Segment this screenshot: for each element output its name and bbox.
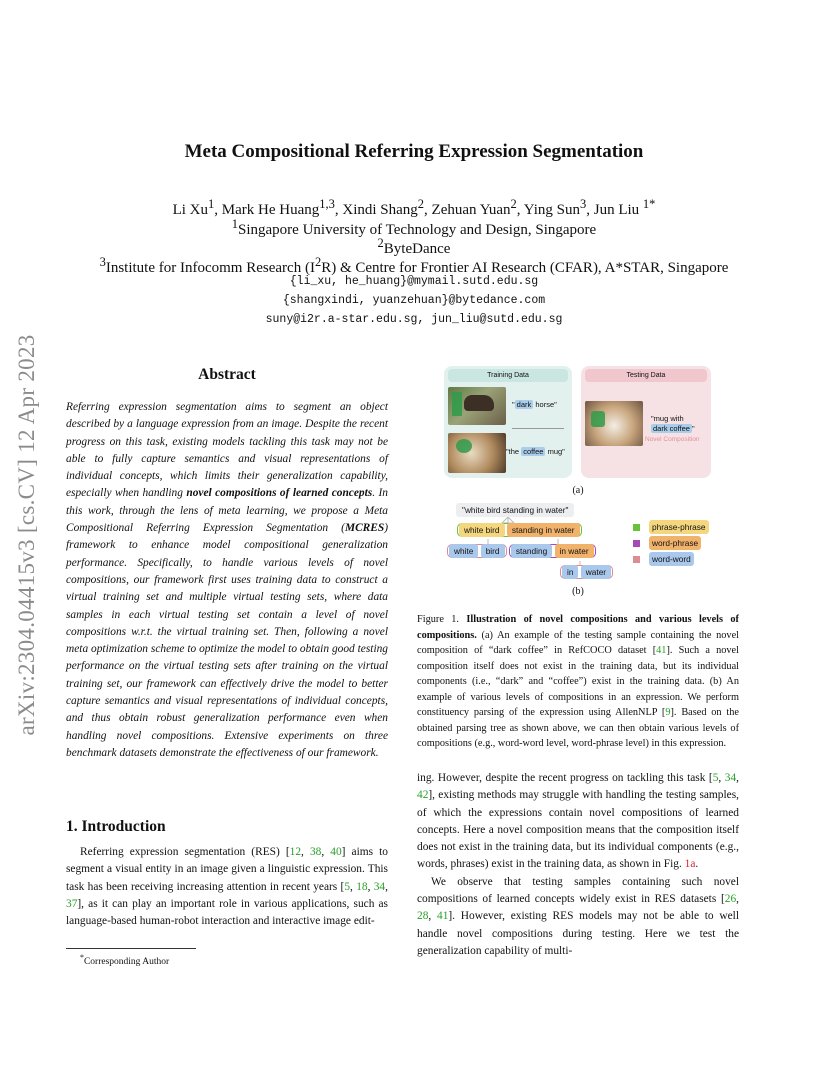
author-sup: 2 bbox=[510, 197, 517, 211]
author-sup: 1,3 bbox=[319, 197, 335, 211]
footnote-text: Corresponding Author bbox=[83, 957, 170, 968]
horse-shape bbox=[464, 395, 494, 411]
citation-link[interactable]: 41 bbox=[437, 910, 449, 923]
author-sup: 3 bbox=[580, 197, 587, 211]
horse-photo bbox=[448, 387, 506, 425]
legend-label: phrase-phrase bbox=[649, 520, 709, 534]
abstract-bold: novel compositions of learned concepts bbox=[186, 487, 373, 500]
word-phrase-group bbox=[509, 544, 596, 558]
citation-link[interactable]: 9 bbox=[665, 707, 671, 718]
legend-label: word-phrase bbox=[649, 536, 701, 550]
intro-text: Referring expression segmentation (RES) [ bbox=[80, 846, 290, 858]
citation-link[interactable]: 5 bbox=[344, 880, 351, 893]
affil-text: Singapore University of Technology and Design, Singapore bbox=[238, 222, 597, 238]
tree-level-word bbox=[447, 544, 596, 558]
abstract-bold: MCRES bbox=[344, 522, 385, 535]
abstract-text: . In this work, through the lens of meta learning, we propose a Meta Compositional Referring Expression Segmentation ( bbox=[66, 487, 388, 535]
node-in: in bbox=[562, 565, 578, 579]
intro-heading: 1. Introduction bbox=[66, 818, 166, 835]
footnote-mark: * bbox=[80, 953, 84, 962]
footnote-rule bbox=[66, 948, 196, 949]
citation-link[interactable]: 26 bbox=[724, 893, 737, 906]
author-name: Mark He Huang bbox=[221, 202, 320, 218]
author-sup: 1* bbox=[642, 197, 656, 211]
paper-title: Meta Compositional Referring Expression Segmentation bbox=[184, 141, 644, 162]
citation-link[interactable]: 18 bbox=[356, 880, 368, 893]
paragraph: ing. However, despite the recent progress on tackling this task [5, 34, 42], existing methods may struggle with handling the testing samples, of which the expressions contain novel compositions of learned concepts. Here a novel composition means that the composition itself does not exist in the training data, but its individual components (e.g., words, phrases) exist in the training data, as shown in Fig. 1a. bbox=[417, 772, 739, 871]
abstract-body bbox=[66, 399, 388, 762]
node-in-water: in water bbox=[555, 544, 594, 558]
tree-root: "white bird standing in water" bbox=[456, 503, 574, 517]
caption-text: ]. Such a novel composition itself does not exist in the training data, but its individual components (i.e., “dark” and “coffee”) exist in the training data. (b) An example of various levels of compositions in an expression. We perform constituency parsing of the expression using AllenNLP [ bbox=[417, 645, 739, 718]
legend-swatch bbox=[633, 556, 640, 563]
citation-link[interactable]: 5 bbox=[712, 772, 719, 784]
citation-link[interactable]: 28 bbox=[417, 910, 429, 923]
node-standing: standing bbox=[511, 544, 552, 558]
train-quote-2: "the coffee mug" bbox=[506, 447, 565, 456]
citation-link[interactable]: 38 bbox=[309, 846, 322, 858]
word-word-group bbox=[447, 544, 507, 558]
testing-data-panel bbox=[581, 366, 711, 478]
affil-text: Institute for Infocomm Research (I bbox=[105, 260, 315, 276]
figure-caption bbox=[417, 612, 739, 752]
affil-text: R) & Centre for Frontier AI Research (CFAR), A*STAR, Singapore bbox=[321, 260, 729, 276]
legend-label: word-word bbox=[649, 552, 694, 566]
divider bbox=[512, 428, 564, 429]
node-white: white bbox=[449, 544, 478, 558]
author-name: Xindi Shang bbox=[342, 202, 418, 218]
abstract-heading: Abstract bbox=[198, 366, 256, 383]
arxiv-stamp bbox=[12, 295, 42, 775]
highlight-word: dark coffee bbox=[653, 424, 690, 433]
email-line-2[interactable]: {shangxindi, yuanzehuan}@bytedance.com bbox=[282, 294, 546, 307]
right-column-body bbox=[417, 770, 739, 960]
testing-data-header: Testing Data bbox=[585, 369, 707, 382]
affil-sup: 2 bbox=[377, 236, 384, 250]
citation-link[interactable]: 37 bbox=[66, 897, 78, 910]
node-bird: bird bbox=[481, 544, 505, 558]
subfigure-a-label: (a) bbox=[572, 485, 584, 496]
legend-item bbox=[633, 552, 694, 566]
horse-mask bbox=[452, 392, 462, 416]
author-name: Zehuan Yuan bbox=[431, 202, 511, 218]
legend-item bbox=[633, 536, 701, 550]
tree-level-leaf bbox=[560, 565, 613, 579]
word-word-group bbox=[560, 565, 613, 579]
node-standing-in-water: standing in water bbox=[507, 523, 580, 537]
training-data-header: Training Data bbox=[448, 369, 568, 382]
citation-link[interactable]: 34 bbox=[724, 772, 737, 784]
node-white-bird: white bird bbox=[459, 523, 505, 537]
citation-link[interactable]: 41 bbox=[656, 645, 667, 656]
train-quote-1: " dark horse" bbox=[512, 400, 557, 409]
abstract-text: ) framework to enhance model compositional generalization performance. Specifically, to handle various levels of novel compositions, our framework first uses training data to construct a virtual training set and multiple virtual testing sets, where data samples in each virtual testing set contain a level of novel compositions w.r.t. the virtual training set. Then, following a novel meta optimization scheme to optimize the model to obtain good testing performance on the virtual testing sets after training on the virtual training set, our framework can effectively drive the model to better capture semantics and visual representations of individual concepts, and thus obtain robust generalization performance even when handling novel compositions. Extensive experiments on three benchmark datasets demonstrate the effectiveness of our framework. bbox=[66, 522, 388, 759]
intro-text: ] aims to segment a visual entity in an image given a linguistic expression. This task has been receiving increasing attention in recent years [ bbox=[66, 846, 388, 893]
subfigure-b-label: (b) bbox=[572, 586, 584, 597]
phrase-phrase-group bbox=[457, 523, 582, 537]
abstract-text: Referring expression segmentation aims to segment an object described by a language expression from an image. Despite the recent progress on this task, existing models tackling this task may not be able to fully capture semantics and visual representations of individual concepts, which limits their generalization capability, especially when handling bbox=[66, 401, 388, 500]
author-list: Li Xu$^1$, Mark He Huang$^{1,3}$, Xindi Shang$^2$, Zehuan Yuan$^2$, Ying Sun$^3$, Jun Liu $^{1*}$ bbox=[172, 197, 656, 218]
citation-link[interactable]: 42 bbox=[417, 789, 429, 802]
paragraph: We observe that testing samples containing such novel compositions of learned concepts widely exist in RES datasets [26, 28, 41]. However, existing RES models may not be able to well handle novel compositions during testing. Here we test the generalization capability of multi- bbox=[417, 875, 739, 957]
email-line-1[interactable]: {li_xu, he_huang}@mymail.sutd.edu.sg bbox=[289, 275, 539, 288]
novel-composition-label: Novel Composition bbox=[645, 436, 700, 443]
caption-text: (a) An example of the testing sample containing the novel composition of “dark coffee” in RefCOCO dataset [ bbox=[417, 629, 739, 656]
author-sup: 1 bbox=[208, 197, 215, 211]
legend-swatch bbox=[633, 524, 640, 531]
coffee-photo bbox=[585, 401, 643, 446]
legend-swatch bbox=[633, 540, 640, 547]
mug-photo bbox=[448, 433, 506, 473]
footnote bbox=[80, 953, 169, 967]
arxiv-stamp-text: arXiv:2304.04415v3 [cs.CV] 12 Apr 2023 bbox=[14, 334, 39, 736]
citation-link[interactable]: 12 bbox=[289, 846, 302, 858]
author-name: Jun Liu bbox=[593, 202, 640, 218]
figure-ref-link[interactable]: 1a bbox=[684, 858, 696, 871]
author-sup: 2 bbox=[417, 197, 425, 211]
caption-label: Figure 1. bbox=[417, 614, 459, 625]
node-water: water bbox=[581, 565, 611, 579]
highlight-word: dark bbox=[516, 400, 532, 409]
citation-link[interactable]: 40 bbox=[330, 846, 342, 858]
caption-bold: Illustration of novel compositions and various levels of compositions. bbox=[417, 614, 739, 641]
affil-sup: 2 bbox=[314, 255, 322, 269]
coffee-mask bbox=[591, 411, 605, 427]
email-line-3[interactable]: suny@i2r.a-star.edu.sg, jun_liu@sutd.edu.sg bbox=[265, 313, 563, 326]
intro-body: Referring expression segmentation (RES) [12, 38, 40] aims to segment a visual entity in an image given a linguistic expression. This task has been receiving increasing attention in recent years [5, 18, 34, 37], as it can play an important role in various applications, such as language-based human-robot interaction and interactive image edit- bbox=[66, 846, 388, 928]
test-quote-line1: "mug with bbox=[651, 414, 684, 423]
tree-level-phrase bbox=[457, 523, 582, 537]
test-quote-line2: dark coffee " bbox=[653, 424, 695, 433]
caption-text: ]. Based on the obtained parsing tree as shown above, we can then obtain various levels of compositions (e.g., word-word level, word-phrase level) in this expression. bbox=[417, 707, 739, 749]
affil-sup: 1 bbox=[231, 217, 239, 231]
intro-text: ], as it can play an important role in various applications, such as language-based human-robot interaction and interactive image edit- bbox=[66, 897, 388, 928]
highlight-word: coffee bbox=[523, 447, 544, 456]
affil-sup: 3 bbox=[99, 255, 106, 269]
author-name: Ying Sun bbox=[523, 202, 580, 218]
legend-item bbox=[633, 520, 709, 534]
training-data-panel bbox=[444, 366, 572, 478]
citation-link[interactable]: 34 bbox=[373, 880, 386, 893]
author-name: Li Xu bbox=[172, 202, 208, 218]
mug-mask bbox=[456, 439, 472, 453]
affil-text: ByteDance bbox=[383, 241, 451, 257]
